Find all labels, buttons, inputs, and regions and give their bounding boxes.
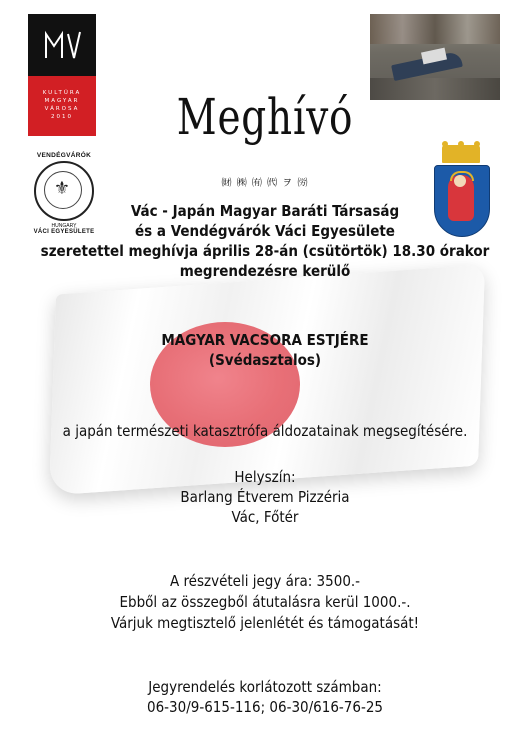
page-title: Meghívó	[176, 88, 354, 146]
phone-numbers: 06-30/9-615-116; 06-30/616-76-25	[146, 698, 383, 716]
organizer-line-1: Vác - Japán Magyar Baráti Társaság	[130, 202, 400, 220]
kmv-caption: KULTÚRA MAGYAR VÁROSA 2010	[42, 90, 82, 120]
vendegvarok-logo: VENDÉGVÁRÓK ⚜ HUNGARY VÁCI EGYESÜLETE	[33, 152, 95, 235]
venue-address: Vác, Főtér	[231, 508, 299, 526]
event-purpose: a japán természeti katasztrófa áldozatainak megsegítésére.	[62, 422, 468, 440]
japanese-characters: ㈶ ㈱ ㈲ ㈹ ヲ ㈸	[221, 178, 309, 189]
event-title: MAGYAR VACSORA ESTJÉRE	[161, 331, 369, 349]
invitation-line-2: megrendezésre kerülő	[179, 262, 351, 280]
venue-name: Barlang Étverem Pizzéria	[180, 488, 350, 506]
kmv-mark-icon	[42, 28, 82, 62]
donation-note: Ebből az összegből átutalásra kerül 1000.-.	[119, 593, 411, 611]
ticket-note: Jegyrendelés korlátozott számban:	[148, 678, 382, 696]
seal-icon: ⚜	[34, 161, 94, 221]
ticket-price: A részvételi jegy ára: 3500.-	[169, 572, 361, 590]
invitation-line: szeretettel meghívja április 28-án (csütörtök) 18.30 órakor	[40, 242, 490, 260]
event-subtitle: (Svédasztalos)	[208, 351, 322, 369]
closing-line: Várjuk megtisztelő jelenlétét és támogatását!	[110, 614, 420, 632]
organizer-line-2: és a Vendégvárók Váci Egyesülete	[135, 222, 395, 240]
venue-label: Helyszín:	[234, 468, 296, 486]
